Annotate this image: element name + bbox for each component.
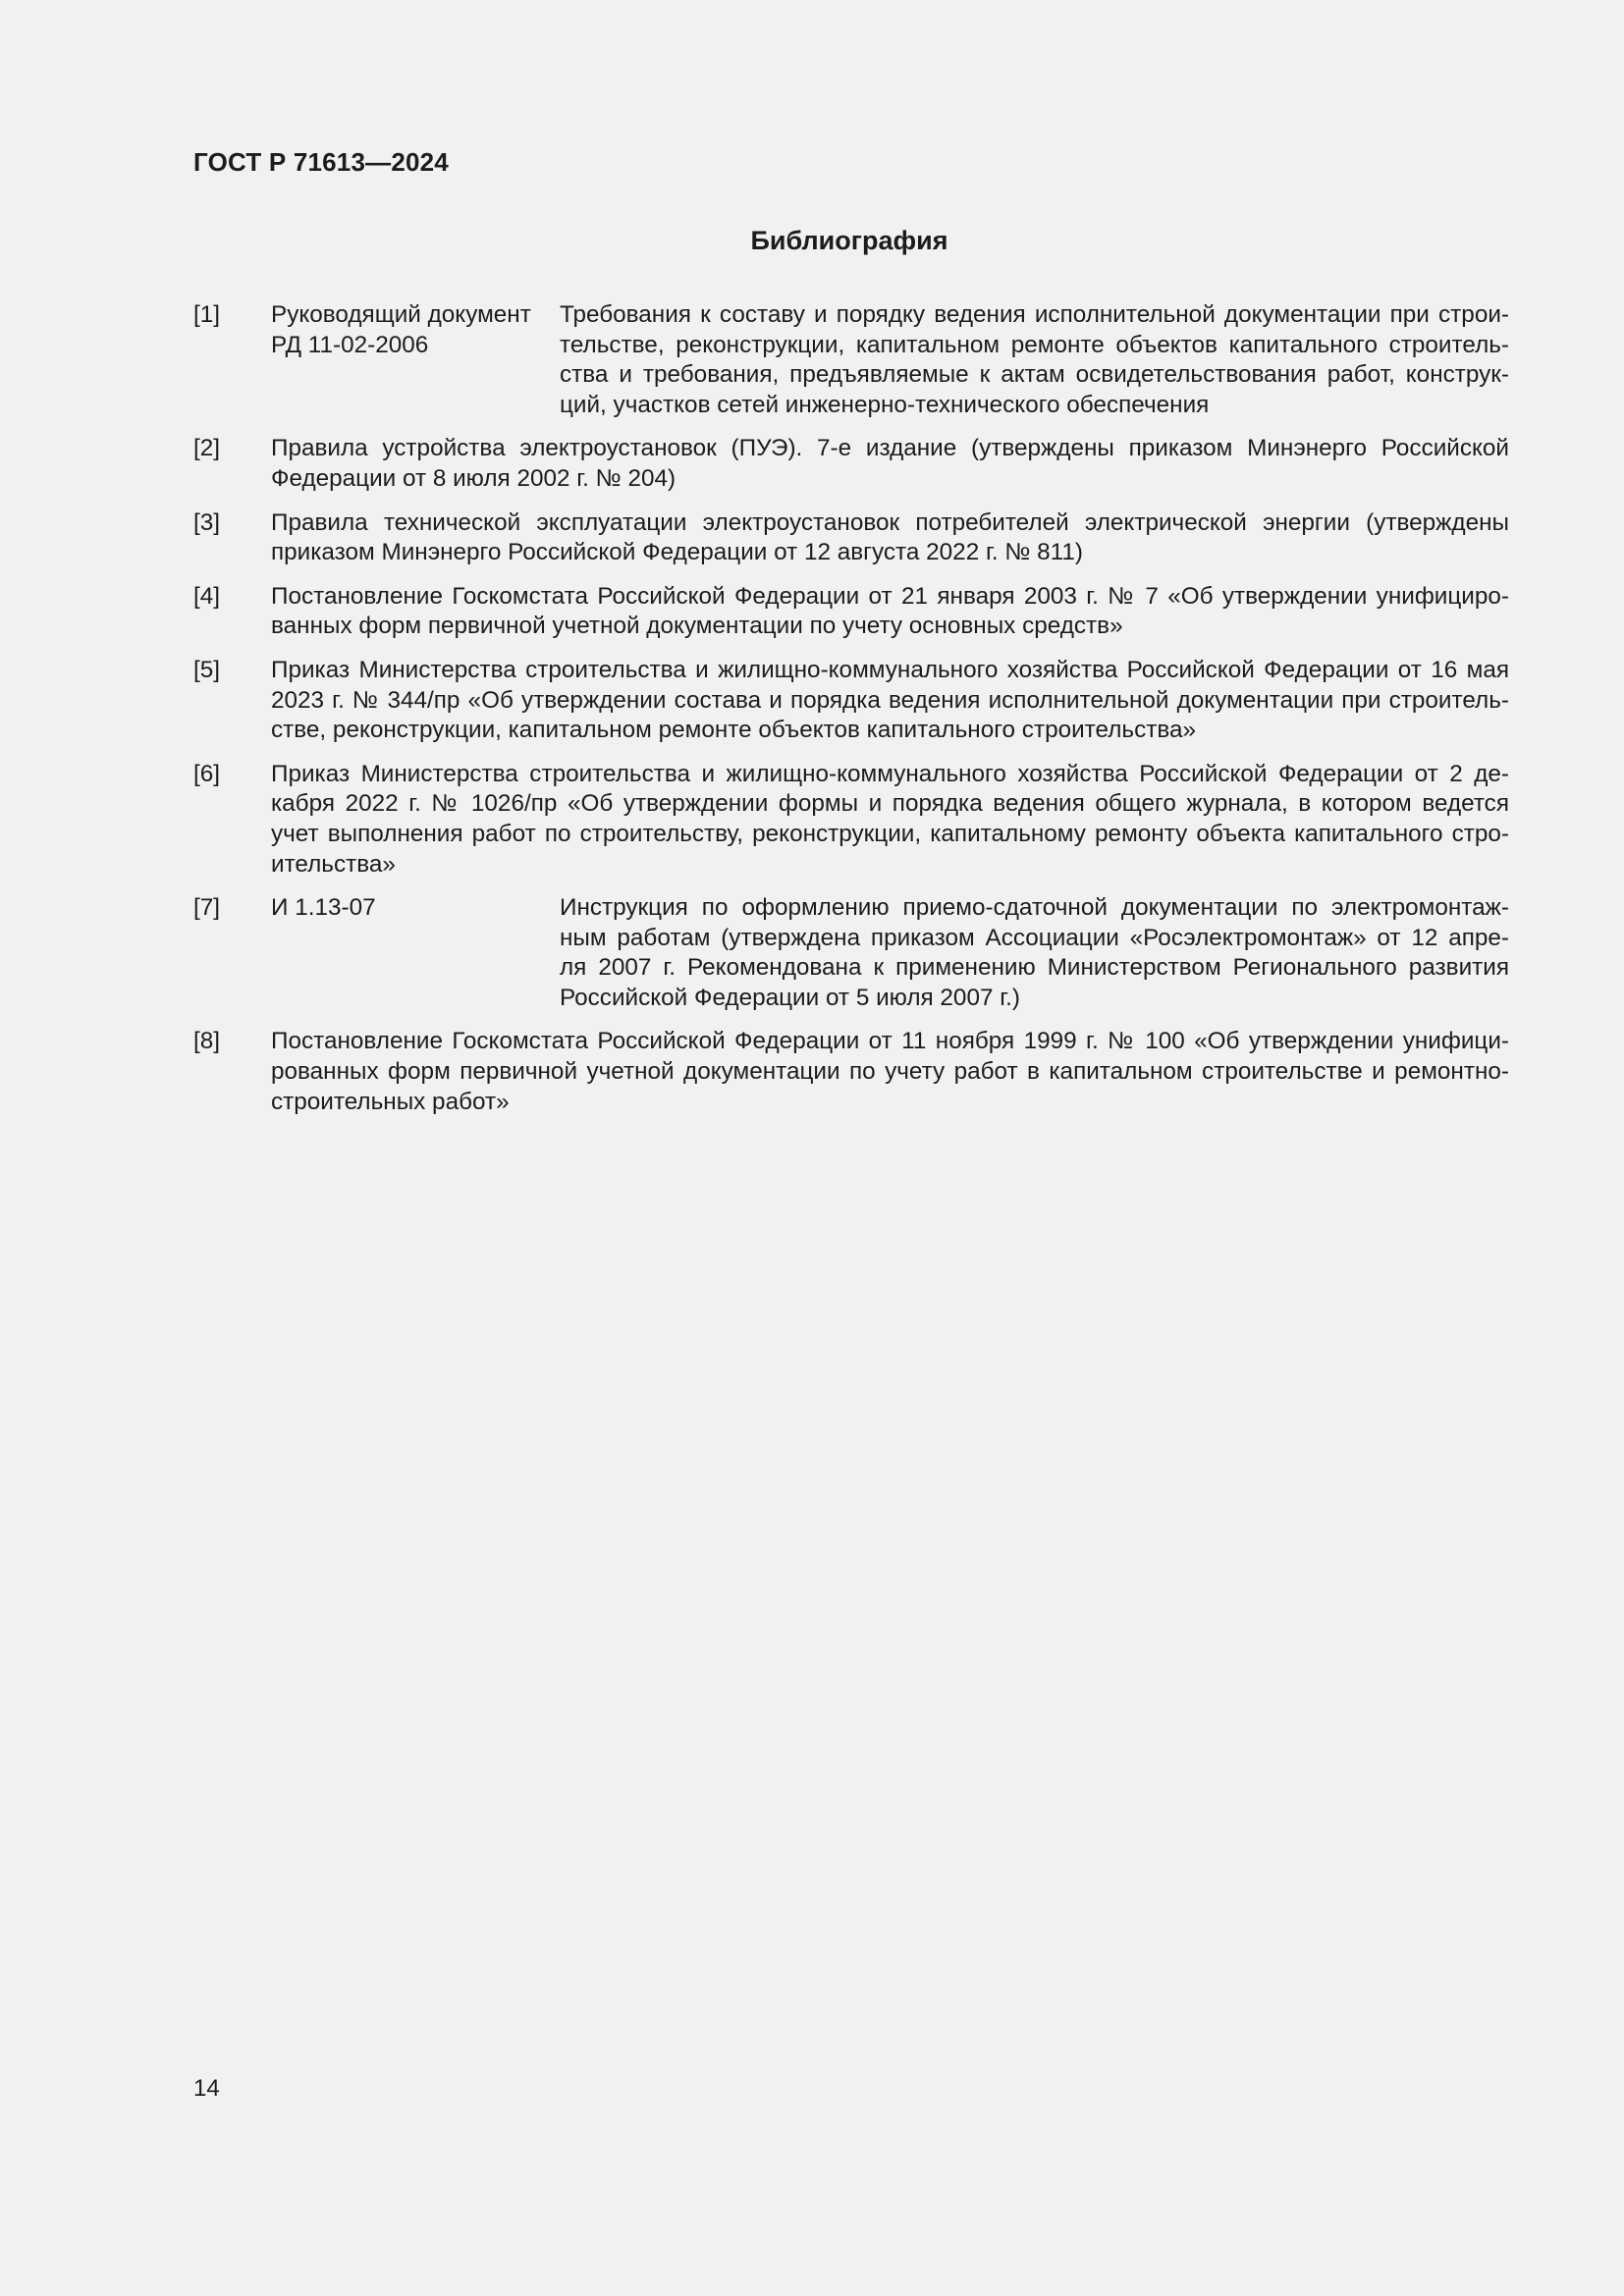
- entry-number: [2]: [193, 435, 221, 462]
- bibliography-entry-6: [193, 760, 1509, 880]
- text-line: Постановление Госкомстата Российской Федерации от 11 ноября 1999 г. № 100 «Об утверждении унифици-: [271, 1028, 1509, 1055]
- bibliography-list: [193, 300, 1509, 1131]
- entry-number: [7]: [193, 894, 221, 922]
- entry-number: [4]: [193, 582, 221, 610]
- entry-text: [271, 656, 1509, 746]
- entry-text: [271, 508, 1509, 568]
- entry-number: [6]: [193, 760, 221, 787]
- text-line: кабря 2022 г. № 1026/пр «Об утверждении формы и порядка ведения общего журнала, в котором ведется: [271, 790, 1509, 818]
- text-line: приказом Минэнерго Российской Федерации от 12 августа 2022 г. № 811): [271, 539, 1083, 566]
- text-line: ций, участков сетей инженерно-технического обеспечения: [560, 391, 1210, 418]
- text-line: ванных форм первичной учетной документации по учету основных средств»: [271, 613, 1123, 640]
- text-line: 2023 г. № 344/пр «Об утверждении состава и порядка ведения исполнительной документации при строитель-: [271, 686, 1509, 714]
- text-line: Инструкция по оформлению приемо-сдаточной документации по электромонтаж-: [560, 894, 1509, 922]
- bibliography-entry-3: [193, 508, 1509, 568]
- entry-source: [271, 893, 560, 1013]
- bibliography-entry-7: [193, 893, 1509, 1013]
- entry-source: [271, 300, 560, 420]
- entry-text: [271, 434, 1509, 494]
- entry-text: [560, 893, 1509, 1013]
- text-line: стве, реконструкции, капитальном ремонте объектов капитального строительства»: [271, 717, 1197, 744]
- text-line: ительства»: [271, 850, 396, 878]
- entry-text: [560, 300, 1509, 420]
- text-line: Правила устройства электроустановок (ПУЭ). 7-е издание (утверждены приказом Минэнерго Российской: [271, 435, 1509, 462]
- text-line: Требования к составу и порядку ведения исполнительной документации при строи-: [560, 301, 1509, 328]
- bibliography-entry-1: [193, 300, 1509, 420]
- text-line: Российской Федерации от 5 июля 2007 г.): [560, 984, 1020, 1011]
- text-line: ля 2007 г. Рекомендована к применению Министерством Регионального развития: [560, 954, 1509, 982]
- bibliography-entry-2: [193, 434, 1509, 494]
- bibliography-entry-8: [193, 1027, 1509, 1117]
- text-line: строительных работ»: [271, 1088, 510, 1115]
- text-line: Постановление Госкомстата Российской Федерации от 21 января 2003 г. № 7 «Об утверждении унифициро-: [271, 582, 1509, 610]
- bibliography-entry-5: [193, 656, 1509, 746]
- entry-text: [271, 582, 1509, 642]
- entry-text: [271, 1027, 1509, 1117]
- entry-text: [271, 760, 1509, 880]
- entry-number: [5]: [193, 656, 221, 683]
- text-line: ным работам (утверждена приказом Ассоциации «Росэлектромонтаж» от 12 апре-: [560, 924, 1509, 951]
- text-line: Федерации от 8 июля 2002 г. № 204): [271, 464, 677, 492]
- source-line: И 1.13-07: [271, 894, 376, 922]
- page-number: 14: [193, 2075, 220, 2102]
- bibliography-title: Библиография: [750, 226, 948, 255]
- text-line: ства и требования, предъявляемые к актам освидетельствования работ, конструк-: [560, 361, 1509, 389]
- text-line: рованных форм первичной учетной документации по учету работ в капитальном строительстве и ремонтно-: [271, 1058, 1509, 1086]
- text-line: Приказ Министерства строительства и жилищно-коммунального хозяйства Российской Федерации от 16 мая: [271, 656, 1509, 683]
- entry-number: [8]: [193, 1028, 221, 1055]
- text-line: Правила технической эксплуатации электроустановок потребителей электрической энергии (утверждены: [271, 508, 1509, 536]
- document-code: ГОСТ Р 71613—2024: [193, 147, 449, 177]
- entry-number: [3]: [193, 508, 221, 536]
- source-line: РД 11-02-2006: [271, 331, 429, 358]
- text-line: учет выполнения работ по строительству, реконструкции, капитальному ремонту объекта капитального стро-: [271, 820, 1509, 847]
- source-line: Руководящий документ: [271, 301, 531, 328]
- text-line: Приказ Министерства строительства и жилищно-коммунального хозяйства Российской Федерации от 2 де-: [271, 760, 1509, 787]
- entry-number: [1]: [193, 301, 221, 328]
- text-line: тельстве, реконструкции, капитальном ремонте объектов капитального строитель-: [560, 331, 1509, 358]
- bibliography-entry-4: [193, 582, 1509, 642]
